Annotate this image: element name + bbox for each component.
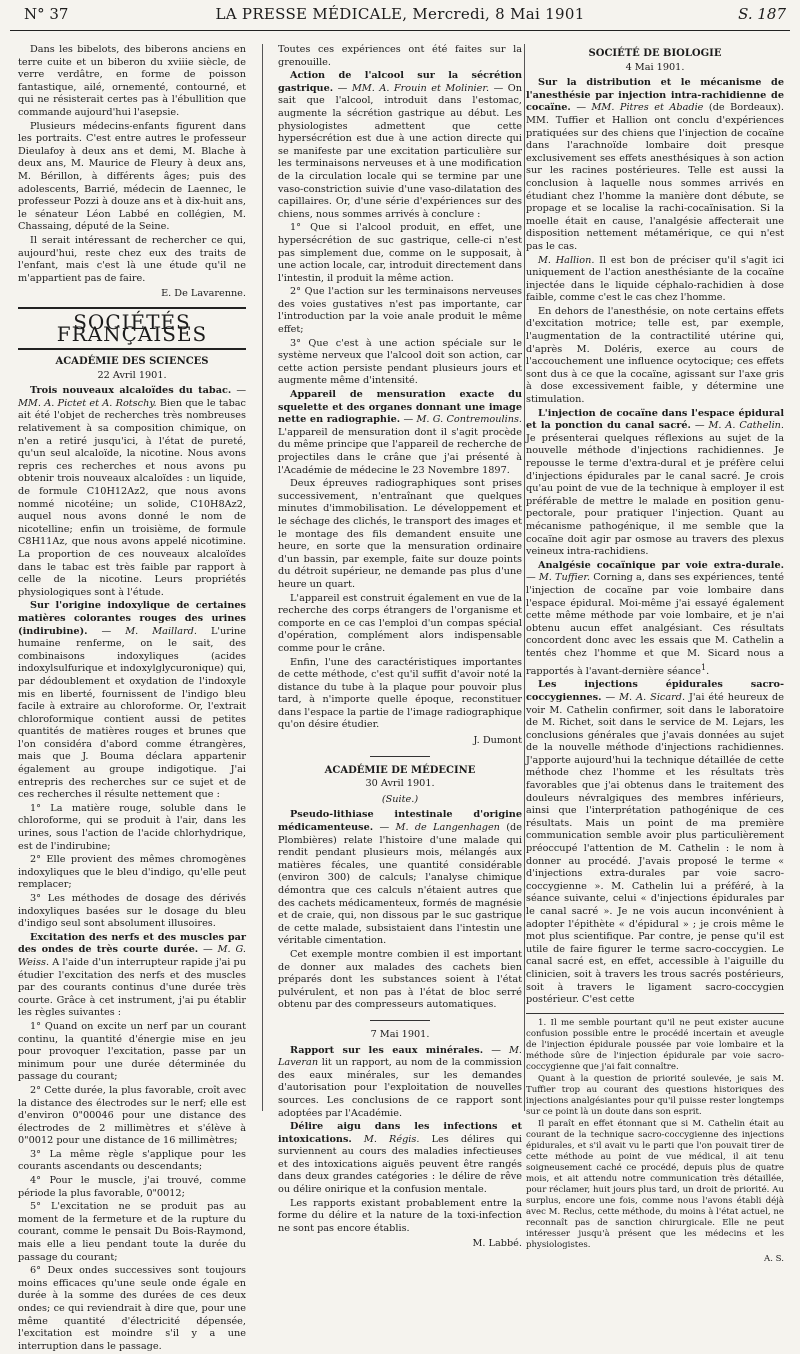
article-title: Sur l'origine indoxylique de certaines matières colorantes rouges des urines (indirubine). bbox=[18, 600, 246, 637]
article-author: — M. de Langenhagen bbox=[379, 822, 500, 834]
list-item: 1° Quand on excite un nerf par un courant continu, la quantité d'énergie mise en jeu pour provoquer l'excitation, passe par un minimum pour une durée déterminée du passage du courant; bbox=[18, 1020, 246, 1083]
article-title: Action de l'alcool sur la sécrétion gastrique. bbox=[278, 70, 522, 94]
signature: M. Labbé. bbox=[472, 1238, 522, 1250]
article-author: — M. G. Contremoulins. bbox=[403, 414, 522, 426]
section-banner: SOCIÉTÉS FRANÇAISES bbox=[18, 307, 246, 350]
divider bbox=[370, 1020, 430, 1021]
article-text: L'urine humaine renferme, on le sait, des combinaisons indoxyliques (acides indoxylsulfurique et indoxylglycuronique) qui, par dédoublement et oxydation de l'indoxyle mis en liberté, fournissent de l'indigo bleu facile à extraire au chloroforme. Or, l'extrait chloroformique contient aussi de petites quantités de matières rouges et brunes que l'on considéra d'abord comme étrangères, mais que J. Bouma déclara appartenir également au groupe indigotique. J'ai entrepris des recherches sur ce sujet et de ces recherches il résulte nettement que : bbox=[18, 625, 246, 801]
article-text: A l'aide d'un interrupteur rapide j'ai pu étudier l'excitation des nerfs et des muscles par des courants continus d'une durée très courte. Grâce à cet instrument, j'ai pu établir les règles suivantes : bbox=[18, 956, 246, 1019]
list-item: 3° Que c'est à une action spéciale sur le système nerveux que l'alcool doit son action, car cette action persiste pendant plusieurs jours et augmente même d'intensité. bbox=[278, 337, 522, 387]
article-text: Corning a, dans ses expériences, tenté l'injection de cocaïne par voie lombaire dans l'espace épidural. Moi-même j'ai essayé également cette même méthode par voie lombaire, et je n'ai obtenu aucun effet analgésiant. Ces résultats concordent donc avec les essais que M. Cathelin a tentés chez l'homme et que M. Sicard nous a rapportés à l'avant-dernière séance bbox=[526, 572, 784, 677]
article-title: Pseudo-lithiase intestinale d'origine médicamenteuse. bbox=[278, 809, 522, 834]
list-item: 2° Elle provient des mêmes chromogènes indoxyliques que le bleu d'indigo, qu'elle peut remplacer; bbox=[18, 854, 246, 891]
list-item: 2° Cette durée, la plus favorable, croît avec la distance des électrodes sur le nerf; elle est d'environ 0"00046 pour une distance des électrodes de 2 millimètres et s'élève à 0"0012 pour une distance de 16 millimètres; bbox=[18, 1084, 246, 1147]
list-item: 6° Deux ondes successives sont toujours moins efficaces qu'une seule onde égale en durée à la somme des durées de ces deux ondes; ce qui reviendrait à dire que, pour une même quantité d'électricité dépensée, l'excitation est moindre s'il y a une interruption dans le passage. bbox=[18, 1265, 246, 1352]
footnote: 1. Il me semble pourtant qu'il ne peut exister aucune confusion possible entre le procédé incertain et aveugle de l'injection épidurale poussée par voie lombaire et la méthode sûre de l'injection épidurale par voie sacro-coccygienne que j'ai fait connaître. bbox=[526, 1017, 784, 1072]
list-item: 3° La même règle s'applique pour les courants ascendants ou descendants; bbox=[18, 1148, 246, 1173]
article-author: M. Régis. bbox=[363, 1133, 420, 1145]
page-header bbox=[10, 0, 790, 31]
divider bbox=[370, 756, 430, 757]
footnote-marker: 1 bbox=[700, 661, 707, 672]
column-1 bbox=[18, 44, 246, 1354]
session-date: 4 Mai 1901. bbox=[625, 61, 685, 73]
article-title: Appareil de mensuration exacte du squelette et des organes donnant une image nette en radiographie. bbox=[278, 389, 522, 426]
list-item: 4° Pour le muscle, j'ai trouvé, comme période la plus favorable, 0"0012; bbox=[18, 1175, 246, 1199]
article-author: — M. G. Weiss. bbox=[18, 944, 246, 968]
article-text: (de Bordeaux). MM. Tuffier et Hallion ont conclu d'expériences pratiquées sur des chiens que l'injection de cocaïne dans l'arachnoïde lombaire doit presque exclusivement ses effets anesthésiques à son action sur les racines postérieures. Telle est aussi la conclusion à laquelle nous sommes arrivés en étudiant chez l'homme la manière dont débute, se propage et se localise la rachi-cocaïnisation. Si la moelle était en cause, l'analgésie affecterait une disposition nettement métamérique, ce qui n'est pas le cas. bbox=[526, 102, 784, 252]
article-author: — MM. A. Frouin et Molinier. bbox=[337, 82, 490, 94]
article-text: Bien que le tabac ait été l'objet de recherches très nombreuses relativement à sa composition chimique, on n'en a retiré jusqu'ici, à l'état de pureté, qu'un seul alcaloïde, la nicotine. Nous avons repris ces recherches et nous avons pu obtenir trois nouveaux alcaloïdes : un liquide, de formule C10H12Az2, que nous avons nommé nicotéine; un solide, C10H8Az2, auquel nous avons donné le nom de nicotelline; enfin un troisième, de formule C8H11Az, que nous avons appelé nicotimine. La proportion de ces nouveaux alcaloïdes dans le tabac est très faible par rapport à celle de la nicotine. Leurs propriétés physiologiques sont à l'étude. bbox=[18, 397, 246, 598]
paragraph: Enfin, l'une des caractéristiques importantes de cette méthode, c'est qu'il suffit d'avoir noté la distance du tube à la plaque pour pouvoir plus tard, à n'importe quelle époque, reconstituer dans l'espace la partie de l'image radiographique qu'on désire étudier. bbox=[278, 656, 522, 731]
article-author: M. Hallion. bbox=[538, 254, 595, 266]
column-divider-2 bbox=[524, 44, 525, 1111]
article-title: Analgésie cocaïnique par voie extra-durale. bbox=[538, 559, 784, 571]
session-date: 30 Avril 1901. bbox=[365, 778, 435, 790]
paragraph: Toutes ces expériences ont été faites sur la grenouille. bbox=[278, 44, 522, 68]
paragraph: Les rapports existant probablement entre la forme du délire et la nature de la toxi-infection ne sont pas encore établis. bbox=[278, 1197, 522, 1234]
society-heading: ACADÉMIE DE MÉDECINE bbox=[324, 764, 476, 776]
paragraph: Deux épreuves radiographiques sont prises successivement, n'entraînant que quelques minutes d'immobilisation. Le développement et le séchage des clichés, le transport des images et le montage des fils demandent ensuite une heure, en sorte que la mensuration ordinaire d'un bassin, par exemple, faite sur douze points du détroit supérieur, ne demande pas plus d'une heure un quart. bbox=[278, 478, 522, 590]
article-author: — MM. Pitres et Abadie bbox=[576, 102, 704, 114]
paragraph: Dans les bibelots, des biberons anciens en terre cuite et un biberon du xviiie siècle, de verre verdâtre, en forme de poisson fantastique, ailé, ornementé, contourné, et qui ne résisterait certes pas à l'ébullition que commande aujourd'hui l'asepsie. bbox=[18, 44, 246, 118]
society-heading: SOCIÉTÉ DE BIOLOGIE bbox=[588, 48, 722, 59]
footnote-divider bbox=[526, 1013, 784, 1014]
column-divider-1 bbox=[262, 44, 263, 1111]
list-item: 1° Que si l'alcool produit, en effet, une hypersécrétion de suc gastrique, celle-ci n'est pas simplement due, comme on le supposait, à une action locale, car, introduit directement dans l'intestin, il produit la même action. bbox=[278, 222, 522, 284]
article-author: — M. Laveran bbox=[278, 1044, 522, 1069]
article-text: lit un rapport, au nom de la commission des eaux minérales, sur les demandes d'autorisation pour l'exploitation de nouvelles sources. Les conclusions de ce rapport sont adoptées par l'Académie. bbox=[278, 1057, 522, 1119]
article-author: — MM. A. Pictet et A. Rotschy. bbox=[18, 385, 246, 409]
paragraph: L'appareil est construit également en vue de la recherche des corps étrangers de l'organisme et comporte en ce cas l'emploi d'un compas spécial d'opération, complément alors indispensable comme pour le crâne. bbox=[278, 592, 522, 654]
column-2 bbox=[278, 44, 522, 1255]
list-item: 3° Les méthodes de dosage des dérivés indoxyliques basées sur le dosage du bleu d'indigo seul sont absolument illusoires. bbox=[18, 893, 246, 930]
footnote: Il paraît en effet étonnant que si M. Cathelin était au courant de la technique sacro-coccygienne des injections épidurales, et s'il avait vu le parti que l'on pouvait tirer de cette méthode au point de vue médical, il ait tenu soigneusement caché ce procédé, depuis plus de quatre mois, et ait attendu notre communication très détaillée, pour réclamer, huit jours plus tard, un droit de priorité. Au surplus, encore une fois, comme nous l'avons établi déjà avec M. Reclus, cette méthode, du moins à l'état actuel, ne reconnaît pas de sanction chirurgicale. Elle ne peut intéresser jusqu'à présent que les médecins et les physiologistes. bbox=[526, 1118, 784, 1250]
continued-label: (Suite.) bbox=[381, 793, 419, 805]
page-number: S. 187 bbox=[738, 5, 786, 23]
footnote-signature: A. S. bbox=[764, 1253, 784, 1264]
article-title: Délire aigu dans les infections et intoxications. bbox=[278, 1121, 522, 1145]
article-text: Il est bon de préciser qu'il s'agit ici uniquement de l'action anesthésiante de la cocaïne injectée dans le liquide céphalo-rachidien à dose faible, comme c'est le cas chez l'homme. bbox=[526, 254, 784, 304]
article-text: Les délires qui surviennent au cours des maladies infectieuses et des intoxications aiguës peuvent être rangés dans deux grandes catégories : le délire de rêve ou délire onirique et la confusion mentale. bbox=[278, 1133, 522, 1196]
issue-number: N° 37 bbox=[24, 5, 69, 23]
paragraph: Plusieurs médecins-enfants figurent dans les portraits. C'est entre autres le professeur Dieulafoy à deux ans et demi, M. Blache à deux ans, M. Maurice de Fleury à deux ans, M. Bérillon, à différents âges; puis des adolescents, Barrié, médecin de Laennec, le professeur Pozzi à douze ans et à dix-huit ans, le sénateur Léon Labbé en collégien, M. Chassaing, député de la Seine. bbox=[18, 120, 246, 233]
list-item: 5° L'excitation ne se produit pas au moment de la fermeture et de la rupture du courant, comme le pensait Du Bois-Raymond, mais elle a lieu pendant toute la durée du passage du courant; bbox=[18, 1201, 246, 1263]
paragraph: Il serait intéressant de rechercher ce qui, aujourd'hui, reste chez eux des traits de l'enfant, mais c'est là une étude qu'il ne m'appartient pas de faire. bbox=[18, 234, 246, 284]
article-author: — M. Maillard. bbox=[101, 625, 197, 637]
footnote: Quant à la question de priorité soulevée, je sais M. Tuffier trop au courant des questions historiques des injections analgésiantes pour qu'il puisse rester longtemps sur ce point là un doute dans son esprit. bbox=[526, 1073, 784, 1117]
article-title: Rapport sur les eaux minérales. bbox=[290, 1044, 484, 1056]
signature: E. De Lavarenne. bbox=[161, 288, 246, 300]
paragraph: En dehors de l'anesthésie, on note certains effets d'excitation motrice; telle est, par exemple, l'augmentation de la contractilité utérine qui, d'après M. Doléris, exerce au cours de l'accouchement une influence ocytocique; ces effets sont dus à ce que la cocaïne, agissant sur l'axe gris à dose excessivement faible, y détermine une stimulation. bbox=[526, 305, 784, 406]
article-title: L'injection de cocaïne dans l'espace épidural et la ponction du canal sacré. bbox=[526, 407, 784, 432]
article-text: (de Plombières) relate l'histoire d'une malade qui rendit pendant plusieurs mois, mélangés aux matières fécales, une quantité considérable (environ 300) de calculs; l'analyse chimique démontra que ces calculs n'étaient autres que des cachets médicamenteux, formés de magnésie et de craie, qui, non dissous par le suc gastrique de cette malade, subsistaient dans l'intestin une véritable cimentation. bbox=[278, 822, 522, 947]
article-title: Les injections épidurales sacro-coccygiennes. bbox=[526, 679, 784, 703]
article-text: J'ai été heureux de voir M. Cathelin confirmer, soit dans le laboratoire de M. Richet, soit dans le service de M. Lejars, les conclusions générales que j'avais données au sujet de la nouvelle méthode d'injections rachidiennes. J'apporte aujourd'hui la technique détaillée de cette méthode chez l'homme et les résultats très favorables que j'ai obtenus dans le traitement des douleurs névralgiques des membres inférieurs, ainsi que l'interprétation pathogénique de ces résultats. Mais un point de ma première communication semble avoir plus particulièrement préoccupé l'attention de M. Cathelin : le nom à donner au procédé. J'avais proposé le terme « d'injections extra-durales par voie sacro-coccygienne ». M. Cathelin lui a préféré, à la séance suivante, celui « d'injections épidurales par le canal sacré ». Je ne vois aucun inconvénient à adopter l'épithète « d'épidural » ; je crois même le mot plus scientifique. Par contre, je pense qu'il est utile de faire figurer le terme sacro-coccygien. Le canal sacré est, en effet, accessible à l'aiguille du clinicien, soit à travers les trous sacrés postérieurs, soit à travers le ligament sacro-coccygien postérieur. C'est cette bbox=[526, 691, 784, 1006]
article-title: Excitation des nerfs et des muscles par des ondes de très courte durée. bbox=[18, 931, 246, 956]
article-author: — M. A. Cathelin. bbox=[694, 420, 784, 432]
list-item: 2° Que l'action sur les terminaisons nerveuses des voies gustatives n'est pas importante, car l'introduction par la voie anale produit le même effet; bbox=[278, 286, 522, 336]
signature: J. Dumont bbox=[473, 735, 522, 747]
session-date: 22 Avril 1901. bbox=[97, 369, 167, 381]
paragraph: Cet exemple montre combien il est important de donner aux malades des cachets bien préparés dont les substances soient à l'état pulvérulent, et non pas à l'état de bloc serré obtenu par des compresseurs automatiques. bbox=[278, 948, 522, 1011]
journal-title: LA PRESSE MÉDICALE, Mercredi, 8 Mai 1901 bbox=[215, 5, 585, 23]
society-heading: ACADÉMIE DES SCIENCES bbox=[55, 356, 209, 368]
article-text: Je présenterai quelques réflexions au sujet de la nouvelle méthode d'injections rachidiennes. Je repousse le terme d'extra-dural et je préfère celui d'injections épidurales par le canal sacré. Je crois qu'au point de vue de la technique à employer il est préférable de mettre le malade en position genu-pectorale, pour pratiquer l'injection. Quant au mécanisme pathogénique, il me semble que la cocaïne doit agir par osmose au travers des plexus veineux intra-rachidiens. bbox=[526, 432, 784, 558]
article-text: — On sait que l'alcool, introduit dans l'estomac, augmente la sécrétion gastrique au début. Les physiologistes admettent que cette hypersécrétion est due à une action directe qui se manifeste par une excitation particulière sur les terminaisons nerveuses et à une modification de la circulation locale qui se termine par une vaso-constriction suivie d'une vaso-dilatation des capillaires. Or, d'une série d'expériences sur des chiens, nous sommes arrivés à conclure : bbox=[278, 82, 522, 220]
article-title: Sur la distribution et le mécanisme de l'anesthésie par injection intra-rachidienne de cocaïne. bbox=[526, 77, 784, 114]
column-3: SOCIÉTÉ DE BIOLOGIE 4 Mai 1901. Sur la distribution et le mécanisme de l'anesthésie par injection intra-rachidienne de cocaïne. — MM. Pitres et Abadie (de Bordeaux). MM. Tuffier et Hallion ont conclu d'expériences pratiquées sur des chiens que l'injection de cocaïne dans l'arachnoïde lombaire doit presque exclusivement ses effets anesthésiques à son action sur les racines postérieures. Telle est aussi la conclusion à laquelle nous sommes arrivés en étudiant chez l'homme la manière dont débute, se propage et se localise la rachi-cocaïnisation. Si la moelle était en cause, l'analgésie affecterait une disposition nettement métamérique, ce qui n'est pas le cas. M. Hallion. Il est bon de préciser qu'il s'agit ici uniquement de l'action anesthésiante de la cocaïne injectée dans le liquide céphalo-rachidien à dose faible, comme c'est le cas chez l'homme. En dehors de l'anesthésie, on note certains effets d'excitation motrice; telle est, par exemple, l'augmentation de la contractilité utérine qui, d'après M. Doléris, exerce au cours de l'accouchement une influence ocytocique; ces effets sont dus à ce que la cocaïne, agissant sur l'axe gris à dose excessivement faible, y détermine une stimulation. L'injection de cocaïne dans l'espace épidural et la ponction du canal sacré. — M. A. Cathelin. Je présenterai quelques réflexions au sujet de la nouvelle méthode d'injections rachidiennes. Je repousse le terme d'extra-dural et je préfère celui d'injections épidurales par le canal sacré. Je crois qu'au point de vue de la technique à employer il est préférable de mettre le malade en position genu-pectorale, pour pratiquer l'injection. Quant au mécanisme pathogénique, il me semble que la cocaïne doit agir par osmose au travers des plexus veineux intra-rachidiens. Analgésie cocaïnique par voie extra-durale. — M. Tuffier. Corning a, dans ses expériences, tenté l'injection de cocaïne par voie lombaire dans l'espace épidural. Moi-même j'ai essayé également cette même méthode par voie lombaire, et je n'ai obtenu aucun effet analgésiant. Ces résultats concordent donc avec les essais que M. Cathelin a tentés chez l'homme et que M. Sicard nous a rapportés à l'avant-dernière séance$^1$. Les injections épidurales sacro-coccygiennes. — M. A. Sicard. J'ai été heureux de voir M. Cathelin confirmer, soit dans le laboratoire de M. Richet, soit dans le service de M. Lejars, les conclusions générales que j'avais données au sujet de la nouvelle méthode d'injections rachidiennes. J'apporte aujourd'hui la technique détaillée de cette méthode chez l'homme et les résultats très favorables que j'ai obtenus dans le traitement des douleurs névralgiques des membres inférieurs, ainsi que l'interprétation pathogénique de ces résultats. Mais un point de ma première communication semble avoir plus particulièrement préoccupé l'attention de M. Cathelin : le nom à donner au procédé. J'avais proposé le terme « d'injections extra-durales par voie sacro-coccygienne ». M. Cathelin lui a préféré, à la séance suivante, celui « d'injections épidurales par le canal sacré ». Je ne vois aucun inconvénient à adopter l'épithète « d'épidural » ; je crois même le mot plus scientifique. Par contre, je pense qu'il est utile de faire figurer le terme sacro-coccygien. Le canal sacré est, en effet, accessible à l'aiguille du clinicien, soit à travers les trous sacrés postérieurs, soit à travers le ligament sacro-coccygien postérieur. C'est cette 1. Il me semble pourtant qu'il ne peut exister aucune confusion possible entre le procédé incertain et aveugle de l'injection épidurale poussée par voie lombaire et la méthode sûre de l'injection épidurale par voie sacro-coccygienne que j'ai fait connaître. Quant à la question de priorité soulevée, je sais M. Tuffier trop au courant des questions historiques des injections analgésiantes pour qu'il puisse rester longtemps sur ce point là un doute dans son esprit. Il paraît en effet étonnant que si M. Cathelin était au courant de la technique sacro-coccygienne des injections épidurales, et s'il avait vu le parti que l'on pouvait tirer de cette méthode au point de vue médical, il ait tenu soigneusement caché ce procédé, depuis plus de quatre mois, et ait attendu notre communication très détaillée, pour réclamer, huit jours plus tard, un droit de priorité. Au surplus, encore une fois, comme nous l'avons établi déjà avec M. Reclus, cette méthode, du moins à l'état actuel, ne reconnaît pas de sanction chirurgicale. Elle ne peut intéresser jusqu'à présent que les médecins et les physiologistes. A. S. bbox=[526, 48, 784, 1264]
list-item: 1° La matière rouge, soluble dans le chloroforme, qui se produit à l'air, dans les urines, sous l'action de l'acide chlorhydrique, est de l'indirubine; bbox=[18, 802, 246, 852]
article-text: L'appareil de mensuration dont il s'agit procède du même principe que l'appareil de recherche de projectiles dans le crâne que j'ai présenté à l'Académie de médecine le 23 Novembre 1897. bbox=[278, 426, 522, 476]
article-author: — M. A. Sicard. bbox=[605, 691, 686, 703]
article-title: Trois nouveaux alcaloïdes du tabac. bbox=[30, 385, 232, 397]
session-date: 7 Mai 1901. bbox=[370, 1028, 430, 1040]
article-author: — M. Tuffier. bbox=[526, 572, 591, 584]
